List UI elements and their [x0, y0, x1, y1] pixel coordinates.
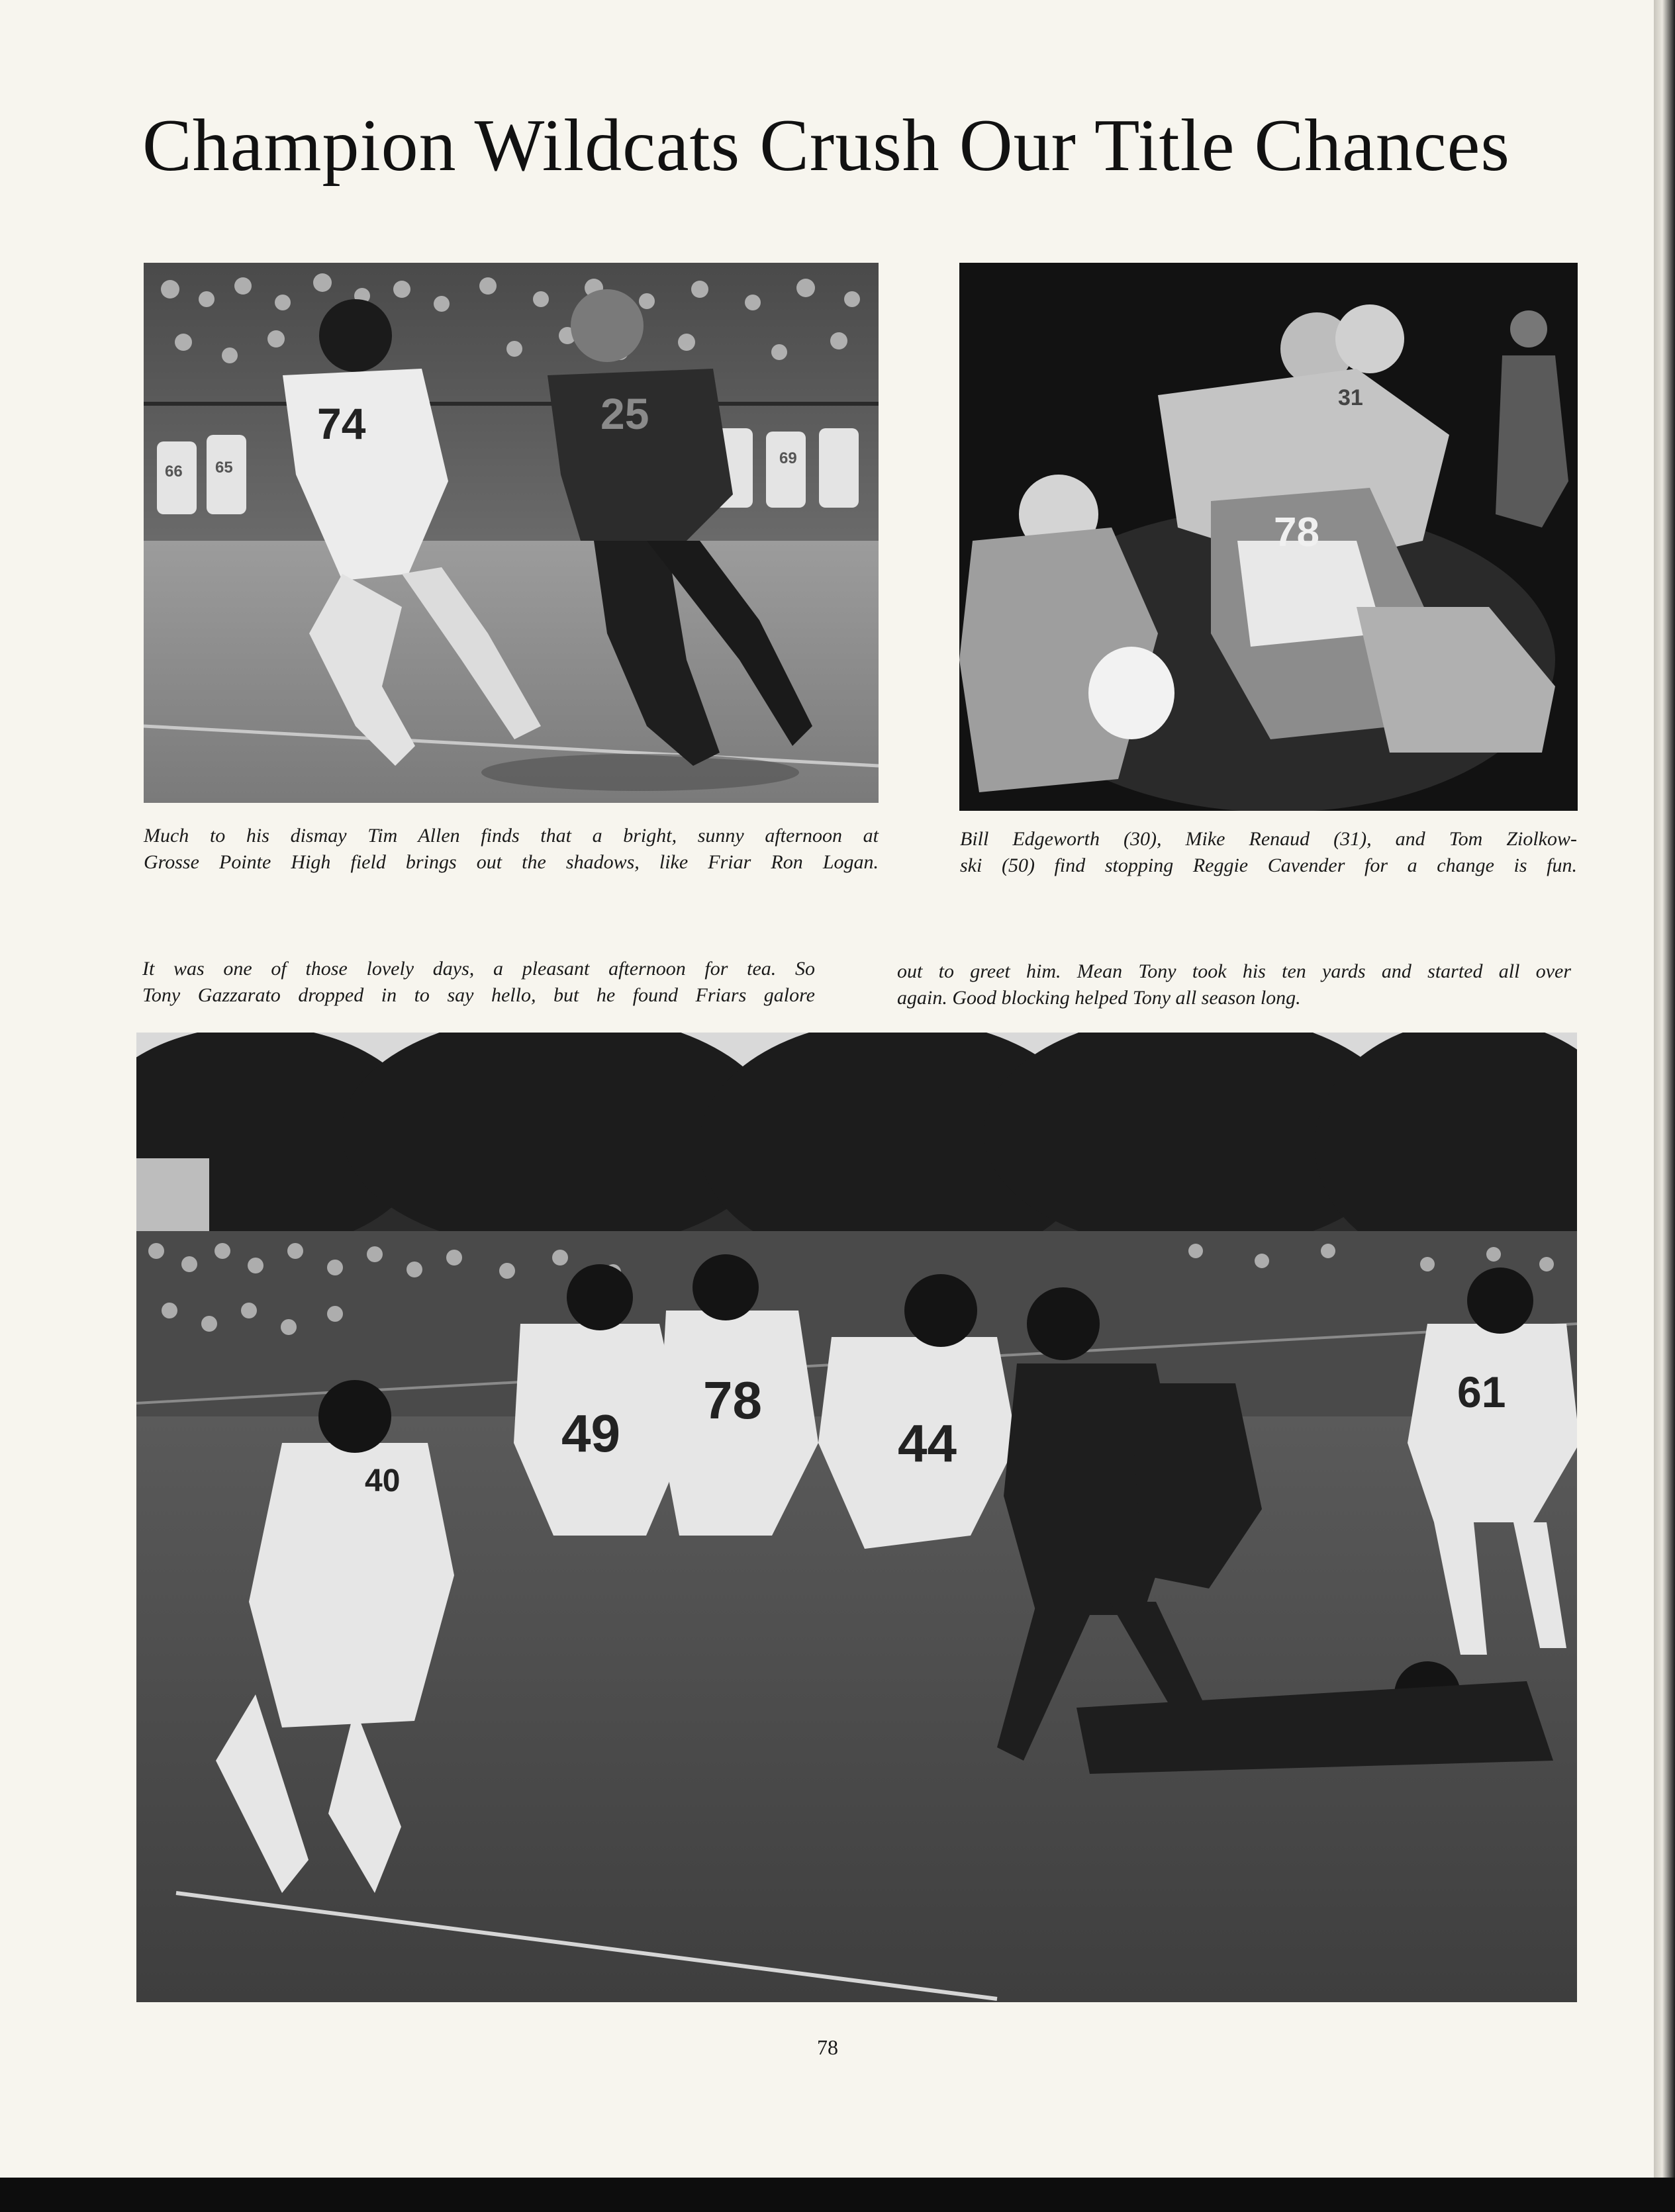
caption-tim-allen-line-1: Much to his dismay Tim Allen finds that a bright, sunny afternoon at	[144, 825, 879, 847]
photo-tim-allen-run-image	[144, 263, 879, 803]
jersey-number-78: 78	[703, 1371, 762, 1430]
jersey-number-49: 49	[561, 1404, 620, 1463]
photo-reggie-cavender-stopped-image	[959, 263, 1578, 811]
photo-tim-allen-run	[144, 263, 879, 803]
caption-tony-gazzarato-left	[142, 956, 815, 1009]
caption-reggie-cavender	[960, 826, 1577, 879]
scan-edge-right	[1654, 0, 1675, 2212]
caption-tony-gazzarato-left-line-2: Tony Gazzarato dropped in to say hello, but he found Friars galore	[142, 984, 815, 1006]
caption-tim-allen	[144, 823, 879, 876]
caption-tony-gazzarato-right-line-2: again. Good blocking helped Tony all season long.	[897, 987, 1301, 1009]
jersey-number-44: 44	[898, 1414, 957, 1473]
page-title: Champion Wildcats Crush Our Title Chances	[142, 105, 1510, 187]
jersey-number-31: 31	[1338, 385, 1363, 410]
jersey-number-74: 74	[317, 399, 366, 448]
caption-tony-gazzarato-right	[897, 958, 1571, 1011]
page-number: 78	[817, 2035, 838, 2059]
caption-reggie-cavender-line-1: Bill Edgeworth (30), Mike Renaud (31), and Tom Ziolkow-	[960, 828, 1577, 850]
photo-reggie-cavender-stopped	[959, 263, 1578, 811]
photo-tony-gazzarato-run-image	[136, 1033, 1577, 2002]
jersey-number-69: 69	[779, 449, 797, 467]
caption-tony-gazzarato-left-line-1: It was one of those lovely days, a pleasant afternoon for tea. So	[142, 958, 815, 980]
photo-tony-gazzarato-run	[136, 1033, 1577, 2002]
jersey-number-66: 66	[165, 463, 183, 481]
jersey-number-25: 25	[600, 389, 649, 438]
caption-reggie-cavender-line-2: ski (50) find stopping Reggie Cavender for a change is fun.	[960, 854, 1577, 876]
caption-tim-allen-line-2: Grosse Pointe High field brings out the shadows, like Friar Ron Logan.	[144, 851, 879, 873]
jersey-number-65: 65	[215, 459, 233, 477]
jersey-number-78: 78	[1274, 510, 1319, 555]
scan-edge-bottom	[0, 2178, 1675, 2212]
caption-tony-gazzarato-right-line-1: out to greet him. Mean Tony took his ten yards and started all over	[897, 960, 1571, 982]
jersey-number-61: 61	[1457, 1367, 1506, 1416]
jersey-number-40: 40	[365, 1463, 401, 1498]
